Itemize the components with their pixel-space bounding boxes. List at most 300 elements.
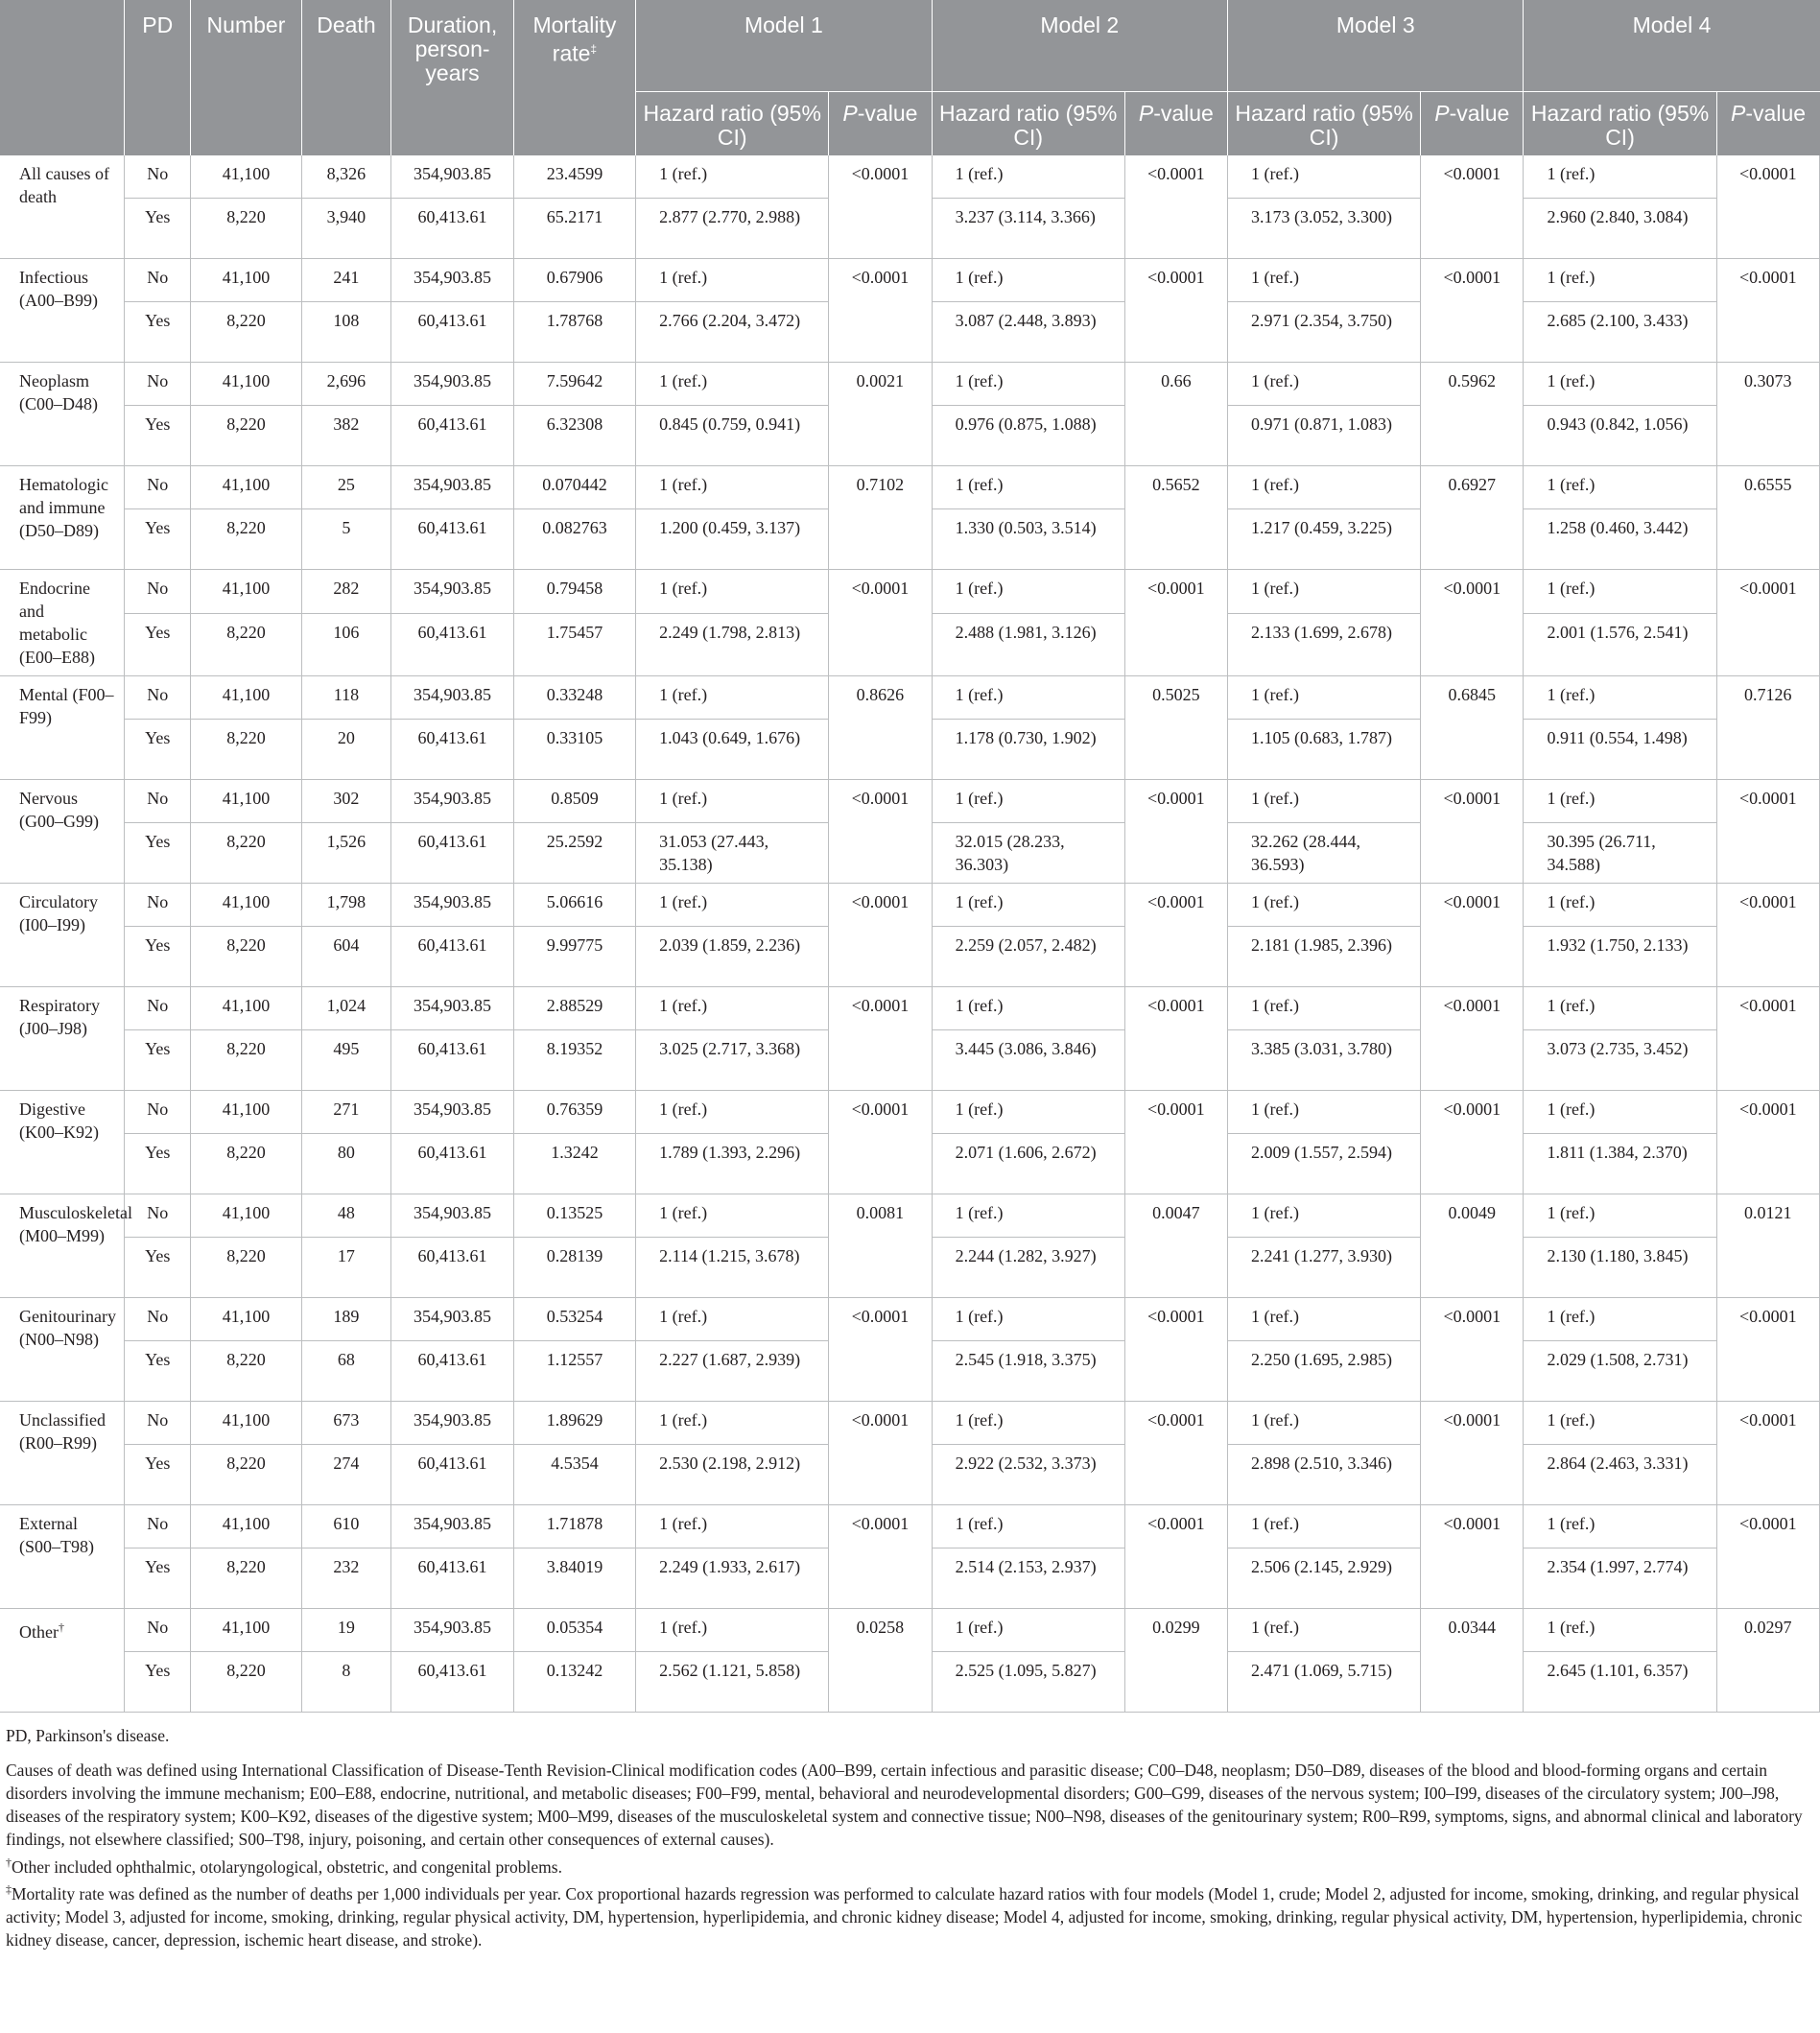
hazard-ratio-cell: 1 (ref.) [636, 1504, 829, 1548]
number-cell: 41,100 [191, 1194, 301, 1237]
pvalue-cell: 0.6555 [1716, 465, 1819, 569]
hazard-ratio-cell: 3.173 (3.052, 3.300) [1228, 198, 1421, 258]
header-blank [301, 91, 391, 155]
hazard-ratio-cell: 1 (ref.) [636, 569, 829, 613]
hazard-ratio-cell: 2.645 (1.101, 6.357) [1524, 1651, 1716, 1712]
hazard-ratio-cell: 1.217 (0.459, 3.225) [1228, 508, 1421, 569]
hazard-ratio-cell: 1.258 (0.460, 3.442) [1524, 508, 1716, 569]
duration-cell: 60,413.61 [391, 1133, 513, 1194]
duration-cell: 354,903.85 [391, 1401, 513, 1444]
cause-label: Circulatory (I00–I99) [19, 891, 98, 934]
table-row [0, 883, 1820, 926]
hazard-ratio-cell: 2.133 (1.699, 2.678) [1228, 613, 1421, 675]
duration-cell: 60,413.61 [391, 822, 513, 883]
pvalue-cell: <0.0001 [1716, 779, 1819, 883]
header-blank [0, 91, 125, 155]
mortality-cell: 1.12557 [513, 1340, 635, 1401]
number-cell: 8,220 [191, 1548, 301, 1608]
hazard-ratio-cell: 1 (ref.) [636, 883, 829, 926]
hazard-ratio-cell: 1 (ref.) [932, 465, 1124, 508]
pd-cell: Yes [125, 613, 191, 675]
header-model-4: Model 4 [1524, 0, 1820, 91]
death-cell: 495 [301, 1029, 391, 1090]
number-cell: 41,100 [191, 675, 301, 719]
hazard-ratio-cell: 1.200 (0.459, 3.137) [636, 508, 829, 569]
hazard-ratio-cell: 1 (ref.) [932, 986, 1124, 1029]
footnote-mark: † [58, 1619, 64, 1634]
cause-label: All causes of death [19, 163, 109, 206]
death-cell: 106 [301, 613, 391, 675]
pvalue-cell: 0.0121 [1716, 1194, 1819, 1297]
hazard-ratio-cell: 1 (ref.) [636, 1608, 829, 1651]
number-cell: 41,100 [191, 569, 301, 613]
hazard-ratio-cell: 2.259 (2.057, 2.482) [932, 926, 1124, 986]
pvalue-cell: <0.0001 [1421, 883, 1524, 986]
duration-cell: 354,903.85 [391, 155, 513, 199]
table-footnotes [0, 1713, 1820, 1952]
duration-cell: 60,413.61 [391, 1548, 513, 1608]
hazard-ratio-cell: 1 (ref.) [1524, 258, 1716, 301]
death-cell: 382 [301, 405, 391, 465]
hazard-ratio-cell: 1 (ref.) [636, 1090, 829, 1133]
pvalue-cell: 0.0258 [829, 1608, 932, 1712]
pvalue-cell: <0.0001 [1716, 569, 1819, 675]
header-hr: Hazard ratio (95% CI) [1228, 91, 1421, 155]
cause-label: Musculoskeletal (M00–M99) [19, 1202, 132, 1245]
death-cell: 118 [301, 675, 391, 719]
mortality-cell: 0.33105 [513, 719, 635, 779]
hazard-ratio-cell: 1 (ref.) [636, 465, 829, 508]
pd-cell: Yes [125, 198, 191, 258]
mortality-cell: 0.05354 [513, 1608, 635, 1651]
duration-cell: 60,413.61 [391, 301, 513, 362]
pvalue-cell: 0.0299 [1124, 1608, 1227, 1712]
hazard-ratio-cell: 3.025 (2.717, 3.368) [636, 1029, 829, 1090]
number-cell: 41,100 [191, 1401, 301, 1444]
hazard-ratio-cell: 3.445 (3.086, 3.846) [932, 1029, 1124, 1090]
death-cell: 8,326 [301, 155, 391, 199]
pvalue-cell: 0.6927 [1421, 465, 1524, 569]
pvalue-cell: 0.5652 [1124, 465, 1227, 569]
pvalue-cell: 0.8626 [829, 675, 932, 779]
header-blank [125, 91, 191, 155]
pvalue-cell: 0.5962 [1421, 362, 1524, 465]
hazard-ratio-cell: 1 (ref.) [636, 155, 829, 199]
number-cell: 41,100 [191, 258, 301, 301]
pvalue-cell: <0.0001 [1421, 986, 1524, 1090]
pvalue-cell: 0.3073 [1716, 362, 1819, 465]
header-blank [391, 91, 513, 155]
cause-label: Neoplasm (C00–D48) [19, 370, 98, 414]
number-cell: 8,220 [191, 1651, 301, 1712]
mortality-cell: 7.59642 [513, 362, 635, 405]
hazard-ratio-cell: 1 (ref.) [932, 675, 1124, 719]
hazard-ratio-cell: 1 (ref.) [636, 362, 829, 405]
footnote-mortality: ‡Mortality rate was defined as the number of deaths per 1,000 individuals per year. Cox proportional hazards regression was performed to calculate hazard ratios with four models (Model 1, crude; Model 2, adjusted for income, smoking, drinking, and regular physical activity; Model 3, adjusted for income, smoking, drinking, regular physical activity, DM, hypertension, hyperlipidemia, and chronic kidney disease; Model 4, adjusted for income, smoking, drinking, regular physical activity, DM, hypertension, hyperlipidemia, chronic kidney disease, cancer, depression, ischemic heart disease, and stroke). [6, 1882, 1803, 1950]
pvalue-cell: 0.7102 [829, 465, 932, 569]
table-row [0, 1401, 1820, 1444]
death-cell: 189 [301, 1297, 391, 1340]
number-cell: 8,220 [191, 198, 301, 258]
hazard-ratio-cell: 2.685 (2.100, 3.433) [1524, 301, 1716, 362]
death-cell: 3,940 [301, 198, 391, 258]
cause-cell [0, 465, 125, 569]
mortality-cell: 0.67906 [513, 258, 635, 301]
hazard-ratio-cell: 32.262 (28.444, 36.593) [1228, 822, 1421, 883]
pd-cell: Yes [125, 926, 191, 986]
header-model-1: Model 1 [636, 0, 932, 91]
pvalue-cell: 0.0297 [1716, 1608, 1819, 1712]
cause-cell [0, 1401, 125, 1504]
death-cell: 8 [301, 1651, 391, 1712]
pvalue-cell: 0.7126 [1716, 675, 1819, 779]
pvalue-cell: <0.0001 [1716, 1401, 1819, 1504]
cause-cell [0, 675, 125, 779]
hazard-ratio-cell: 0.971 (0.871, 1.083) [1228, 405, 1421, 465]
mortality-cell: 0.28139 [513, 1237, 635, 1297]
hazard-ratio-cell: 2.039 (1.859, 2.236) [636, 926, 829, 986]
hazard-ratio-cell: 1 (ref.) [1524, 155, 1716, 199]
table-row [0, 1194, 1820, 1237]
hazard-ratio-cell: 30.395 (26.711, 34.588) [1524, 822, 1716, 883]
death-cell: 68 [301, 1340, 391, 1401]
pd-cell: No [125, 1297, 191, 1340]
death-cell: 1,526 [301, 822, 391, 883]
number-cell: 8,220 [191, 1444, 301, 1504]
hazard-ratio-cell: 1 (ref.) [636, 1297, 829, 1340]
hazard-ratio-cell: 1 (ref.) [1228, 569, 1421, 613]
hazard-ratio-cell: 2.525 (1.095, 5.827) [932, 1651, 1124, 1712]
pd-cell: Yes [125, 1548, 191, 1608]
hazard-ratio-cell: 1 (ref.) [1524, 1090, 1716, 1133]
hazard-ratio-cell: 1 (ref.) [1524, 779, 1716, 822]
hazard-ratio-cell: 0.911 (0.554, 1.498) [1524, 719, 1716, 779]
number-cell: 8,220 [191, 1133, 301, 1194]
duration-cell: 60,413.61 [391, 198, 513, 258]
hazard-ratio-cell: 2.562 (1.121, 5.858) [636, 1651, 829, 1712]
pvalue-cell: 0.66 [1124, 362, 1227, 465]
duration-cell: 60,413.61 [391, 1651, 513, 1712]
header-death: Death [301, 0, 391, 91]
hazard-ratio-cell: 1 (ref.) [1524, 1194, 1716, 1237]
number-cell: 8,220 [191, 719, 301, 779]
cause-cell [0, 986, 125, 1090]
duration-cell: 354,903.85 [391, 1194, 513, 1237]
pvalue-cell: <0.0001 [829, 1090, 932, 1194]
hazard-ratio-cell: 1 (ref.) [636, 779, 829, 822]
hazard-ratio-cell: 1 (ref.) [636, 258, 829, 301]
death-cell: 673 [301, 1401, 391, 1444]
duration-cell: 354,903.85 [391, 883, 513, 926]
cause-label: Respiratory (J00–J98) [19, 995, 100, 1038]
pvalue-cell: <0.0001 [1716, 1090, 1819, 1194]
cause-cell [0, 155, 125, 259]
hazard-ratio-cell: 2.488 (1.981, 3.126) [932, 613, 1124, 675]
pd-cell: No [125, 986, 191, 1029]
hazard-ratio-cell: 2.181 (1.985, 2.396) [1228, 926, 1421, 986]
hazard-ratio-cell: 1 (ref.) [1228, 883, 1421, 926]
mortality-cell: 3.84019 [513, 1548, 635, 1608]
table-body [0, 155, 1820, 1713]
pvalue-cell: <0.0001 [1421, 1504, 1524, 1608]
hazard-ratio-cell: 2.001 (1.576, 2.541) [1524, 613, 1716, 675]
header-model-2: Model 2 [932, 0, 1227, 91]
header-hr: Hazard ratio (95% CI) [636, 91, 829, 155]
header-blank [513, 91, 635, 155]
pd-cell: No [125, 779, 191, 822]
duration-cell: 354,903.85 [391, 258, 513, 301]
mortality-cell: 0.082763 [513, 508, 635, 569]
death-cell: 1,798 [301, 883, 391, 926]
hazard-ratio-cell: 2.922 (2.532, 3.373) [932, 1444, 1124, 1504]
pvalue-cell: <0.0001 [829, 779, 932, 883]
hazard-ratio-cell: 1 (ref.) [1228, 986, 1421, 1029]
hazard-ratio-cell: 2.009 (1.557, 2.594) [1228, 1133, 1421, 1194]
hazard-ratio-cell: 2.071 (1.606, 2.672) [932, 1133, 1124, 1194]
pd-cell: No [125, 1401, 191, 1444]
hazard-ratio-cell: 2.471 (1.069, 5.715) [1228, 1651, 1421, 1712]
pvalue-cell: <0.0001 [1716, 155, 1819, 259]
hazard-ratio-cell: 1 (ref.) [1228, 362, 1421, 405]
header-mortality: Mortality rate‡ [513, 0, 635, 91]
pd-cell: Yes [125, 822, 191, 883]
hazard-ratio-cell: 0.845 (0.759, 0.941) [636, 405, 829, 465]
cause-cell [0, 569, 125, 675]
hazard-ratio-cell: 2.114 (1.215, 3.678) [636, 1237, 829, 1297]
footnote-causes: Causes of death was defined using International Classification of Disease-Tenth Revision-Clinical modification codes (A00–B99, certain infectious and parasitic disease; C00–D48, neoplasm; D50–D89, diseases of the blood and blood-forming organs and certain disorders involving the immune mechanism; E00–E88, endocrine, nutritional, and metabolic diseases; F00–F99, mental, behavioral and neurodevelopmental disorders; G00–G99, diseases of the nervous system; I00–I99, diseases of the circulatory system; J00–J98, diseases of the respiratory system; K00–K92, diseases of the digestive system; M00–M99, diseases of the musculoskeletal system and connective tissue; N00–N98, diseases of the genitourinary system; R00–R99, symptoms, signs, and abnormal clinical and laboratory findings, not elsewhere classified; S00–T98, injury, poisoning, and certain other consequences of external causes). [6, 1760, 1803, 1849]
duration-cell: 354,903.85 [391, 779, 513, 822]
mortality-cell: 0.13242 [513, 1651, 635, 1712]
hazard-ratio-cell: 1 (ref.) [636, 675, 829, 719]
pvalue-cell: <0.0001 [1124, 883, 1227, 986]
pvalue-cell: <0.0001 [1124, 1090, 1227, 1194]
duration-cell: 354,903.85 [391, 1504, 513, 1548]
pd-cell: Yes [125, 1340, 191, 1401]
pvalue-cell: <0.0001 [1124, 1297, 1227, 1401]
pvalue-cell: <0.0001 [829, 258, 932, 362]
mortality-cell: 4.5354 [513, 1444, 635, 1504]
number-cell: 41,100 [191, 155, 301, 199]
hazard-ratio-cell: 1 (ref.) [636, 1401, 829, 1444]
death-cell: 610 [301, 1504, 391, 1548]
pvalue-cell: <0.0001 [1124, 258, 1227, 362]
pd-cell: Yes [125, 405, 191, 465]
hazard-ratio-cell: 1.178 (0.730, 1.902) [932, 719, 1124, 779]
number-cell: 41,100 [191, 465, 301, 508]
pvalue-cell: <0.0001 [829, 155, 932, 259]
table-header [0, 0, 1820, 155]
footnote-abbreviation: PD, Parkinson's disease. [6, 1725, 170, 1745]
duration-cell: 354,903.85 [391, 1608, 513, 1651]
death-cell: 48 [301, 1194, 391, 1237]
header-pvalue: P-value [1716, 91, 1819, 155]
hazard-ratio-cell: 1 (ref.) [1524, 883, 1716, 926]
pd-cell: No [125, 1090, 191, 1133]
number-cell: 41,100 [191, 986, 301, 1029]
table-row [0, 1504, 1820, 1548]
mortality-cell: 2.88529 [513, 986, 635, 1029]
number-cell: 8,220 [191, 613, 301, 675]
hazard-ratio-cell: 2.545 (1.918, 3.375) [932, 1340, 1124, 1401]
hazard-ratio-cell: 1 (ref.) [1228, 465, 1421, 508]
hazard-ratio-cell: 1 (ref.) [1228, 1401, 1421, 1444]
cause-cell [0, 1504, 125, 1608]
hazard-ratio-cell: 1 (ref.) [932, 1090, 1124, 1133]
death-cell: 5 [301, 508, 391, 569]
cause-cell [0, 258, 125, 362]
cause-label: Nervous (G00–G99) [19, 788, 99, 831]
duration-cell: 354,903.85 [391, 1297, 513, 1340]
duration-cell: 60,413.61 [391, 926, 513, 986]
number-cell: 8,220 [191, 926, 301, 986]
hazard-ratio-cell: 2.877 (2.770, 2.988) [636, 198, 829, 258]
hazard-ratio-cell: 3.073 (2.735, 3.452) [1524, 1029, 1716, 1090]
pd-cell: Yes [125, 719, 191, 779]
mortality-cell: 0.070442 [513, 465, 635, 508]
table-row [0, 986, 1820, 1029]
pvalue-cell: <0.0001 [1421, 1090, 1524, 1194]
cause-label: Hematologic and immune (D50–D89) [19, 474, 108, 540]
table-row [0, 1297, 1820, 1340]
mortality-cell: 0.76359 [513, 1090, 635, 1133]
table-row [0, 1090, 1820, 1133]
death-cell: 232 [301, 1548, 391, 1608]
hazard-ratio-cell: 1 (ref.) [932, 1401, 1124, 1444]
hazard-ratio-cell: 32.015 (28.233, 36.303) [932, 822, 1124, 883]
pvalue-cell: 0.0344 [1421, 1608, 1524, 1712]
hazard-ratio-cell: 1.330 (0.503, 3.514) [932, 508, 1124, 569]
hazard-ratio-cell: 2.249 (1.933, 2.617) [636, 1548, 829, 1608]
hazard-ratio-cell: 0.943 (0.842, 1.056) [1524, 405, 1716, 465]
mortality-cell: 0.79458 [513, 569, 635, 613]
duration-cell: 60,413.61 [391, 405, 513, 465]
pvalue-cell: 0.0021 [829, 362, 932, 465]
header-model-3: Model 3 [1228, 0, 1524, 91]
hazard-ratio-cell: 31.053 (27.443, 35.138) [636, 822, 829, 883]
mortality-cell: 5.06616 [513, 883, 635, 926]
number-cell: 8,220 [191, 405, 301, 465]
header-cause [0, 0, 125, 91]
hazard-ratio-cell: 2.514 (2.153, 2.937) [932, 1548, 1124, 1608]
pvalue-cell: <0.0001 [1124, 155, 1227, 259]
death-cell: 108 [301, 301, 391, 362]
hazard-ratio-cell: 1.932 (1.750, 2.133) [1524, 926, 1716, 986]
mortality-cell: 1.3242 [513, 1133, 635, 1194]
duration-cell: 60,413.61 [391, 508, 513, 569]
hazard-ratio-cell: 2.530 (2.198, 2.912) [636, 1444, 829, 1504]
duration-cell: 60,413.61 [391, 1029, 513, 1090]
hazard-ratio-cell: 2.241 (1.277, 3.930) [1228, 1237, 1421, 1297]
mortality-cell: 0.13525 [513, 1194, 635, 1237]
cause-label: Unclassified (R00–R99) [19, 1409, 106, 1453]
header-hr: Hazard ratio (95% CI) [1524, 91, 1716, 155]
header-hr: Hazard ratio (95% CI) [932, 91, 1124, 155]
hazard-ratio-cell: 2.506 (2.145, 2.929) [1228, 1548, 1421, 1608]
number-cell: 8,220 [191, 1340, 301, 1401]
hazard-ratio-cell: 1 (ref.) [932, 155, 1124, 199]
hazard-ratio-cell: 2.130 (1.180, 3.845) [1524, 1237, 1716, 1297]
hazard-ratio-cell: 3.087 (2.448, 3.893) [932, 301, 1124, 362]
header-number: Number [191, 0, 301, 91]
pd-cell: No [125, 1608, 191, 1651]
hazard-ratio-cell: 1.789 (1.393, 2.296) [636, 1133, 829, 1194]
hazard-ratio-cell: 3.385 (3.031, 3.780) [1228, 1029, 1421, 1090]
hazard-ratio-cell: 1 (ref.) [1524, 569, 1716, 613]
table-row [0, 465, 1820, 508]
number-cell: 41,100 [191, 883, 301, 926]
header-blank [191, 91, 301, 155]
death-cell: 274 [301, 1444, 391, 1504]
hazard-ratio-cell: 2.960 (2.840, 3.084) [1524, 198, 1716, 258]
header-pvalue: P-value [1124, 91, 1227, 155]
death-cell: 1,024 [301, 986, 391, 1029]
pd-cell: No [125, 155, 191, 199]
number-cell: 41,100 [191, 1504, 301, 1548]
mortality-cell: 0.33248 [513, 675, 635, 719]
number-cell: 41,100 [191, 1608, 301, 1651]
pd-cell: No [125, 1194, 191, 1237]
pd-cell: Yes [125, 1651, 191, 1712]
hazard-ratio-cell: 1 (ref.) [932, 1194, 1124, 1237]
duration-cell: 354,903.85 [391, 569, 513, 613]
cause-cell [0, 779, 125, 883]
death-cell: 282 [301, 569, 391, 613]
hazard-ratio-cell: 2.971 (2.354, 3.750) [1228, 301, 1421, 362]
death-cell: 302 [301, 779, 391, 822]
hazard-ratio-cell: 1 (ref.) [932, 779, 1124, 822]
pd-cell: No [125, 569, 191, 613]
pd-cell: No [125, 258, 191, 301]
mortality-cell: 25.2592 [513, 822, 635, 883]
pd-cell: Yes [125, 1237, 191, 1297]
hazard-ratio-cell: 2.766 (2.204, 3.472) [636, 301, 829, 362]
number-cell: 41,100 [191, 1090, 301, 1133]
number-cell: 41,100 [191, 1297, 301, 1340]
hazard-ratio-cell: 1 (ref.) [636, 1194, 829, 1237]
pvalue-cell: <0.0001 [1124, 569, 1227, 675]
pvalue-cell: <0.0001 [1421, 1401, 1524, 1504]
pvalue-cell: 0.0081 [829, 1194, 932, 1297]
number-cell: 8,220 [191, 301, 301, 362]
cause-cell [0, 362, 125, 465]
pvalue-cell: <0.0001 [829, 1401, 932, 1504]
pvalue-cell: 0.0047 [1124, 1194, 1227, 1297]
duration-cell: 354,903.85 [391, 986, 513, 1029]
pvalue-cell: 0.6845 [1421, 675, 1524, 779]
death-cell: 17 [301, 1237, 391, 1297]
number-cell: 8,220 [191, 508, 301, 569]
hazard-ratio-cell: 1 (ref.) [932, 362, 1124, 405]
number-cell: 8,220 [191, 1237, 301, 1297]
duration-cell: 354,903.85 [391, 675, 513, 719]
duration-cell: 354,903.85 [391, 362, 513, 405]
death-cell: 25 [301, 465, 391, 508]
mortality-cell: 1.75457 [513, 613, 635, 675]
hazard-ratio-cell: 1 (ref.) [1228, 1090, 1421, 1133]
death-cell: 271 [301, 1090, 391, 1133]
death-cell: 241 [301, 258, 391, 301]
pvalue-cell: <0.0001 [1124, 1504, 1227, 1608]
mortality-cell: 1.89629 [513, 1401, 635, 1444]
footnote-other: †Other included ophthalmic, otolaryngological, obstetric, and congenital problems. [6, 1855, 562, 1877]
pvalue-cell: <0.0001 [1716, 258, 1819, 362]
pvalue-cell: <0.0001 [1124, 779, 1227, 883]
mortality-cell: 0.53254 [513, 1297, 635, 1340]
hazard-ratio-cell: 1 (ref.) [1524, 1297, 1716, 1340]
hazard-ratio-cell: 1 (ref.) [636, 986, 829, 1029]
number-cell: 8,220 [191, 822, 301, 883]
pvalue-cell: <0.0001 [1716, 986, 1819, 1090]
